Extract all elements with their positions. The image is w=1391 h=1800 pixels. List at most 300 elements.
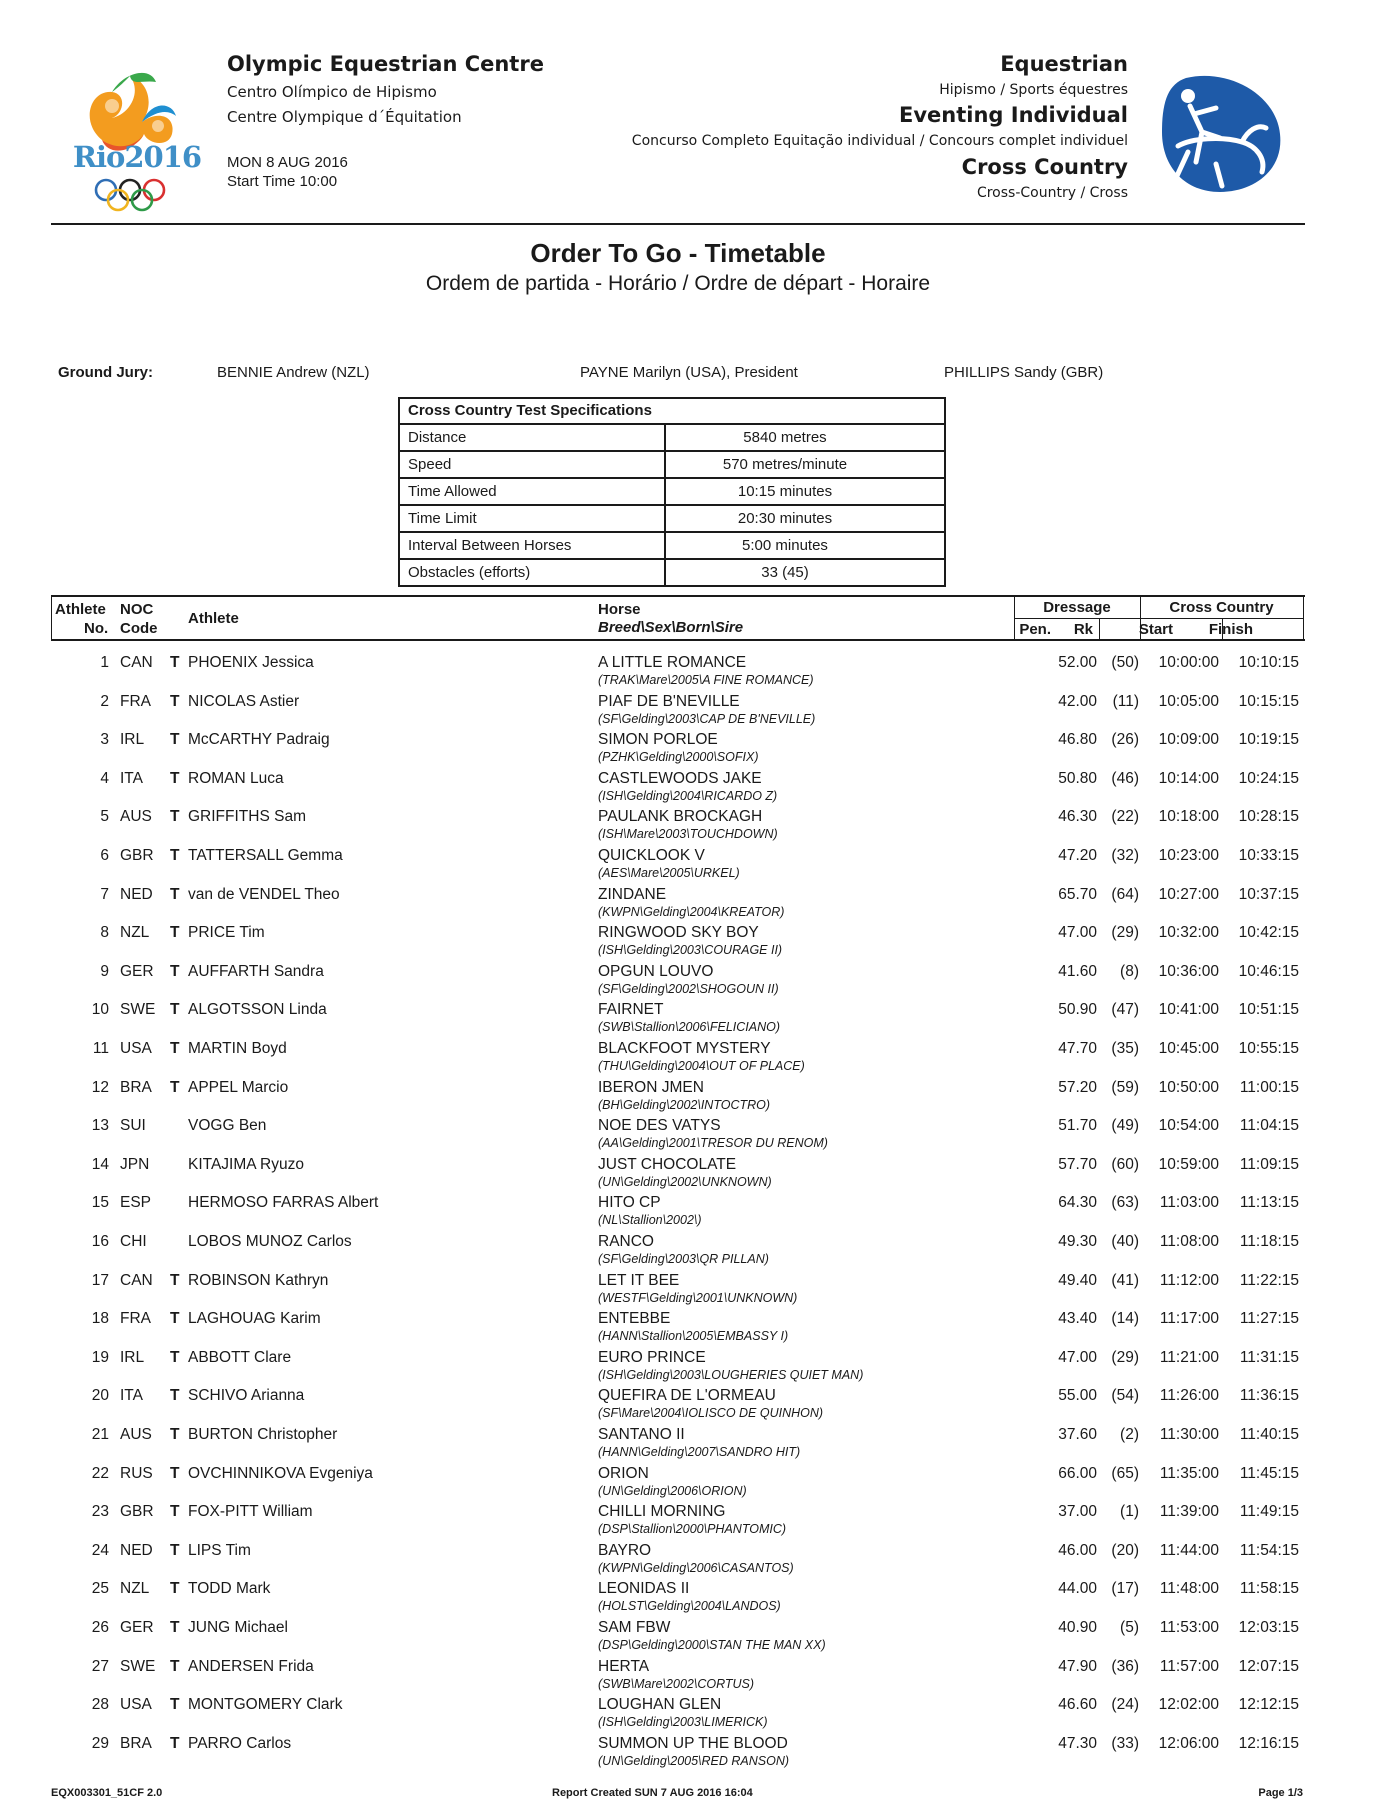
table-row (0, 1349, 1391, 1387)
start-time: 10:59:00 (1158, 1155, 1219, 1173)
horse-breed: (PZHK\Gelding\2000\SOFIX) (598, 750, 759, 765)
finish-time: 12:16:15 (1238, 1734, 1299, 1752)
col-noc: NOC (120, 601, 154, 618)
horse-breed: (ISH\Gelding\2003\COURAGE II) (598, 943, 783, 958)
horse-rider-icon (1158, 68, 1282, 196)
athlete-name: PHOENIX Jessica (188, 654, 314, 671)
header-rule (51, 223, 1305, 225)
athlete-no: 8 (100, 924, 109, 942)
start-time: 10:36:00 (1158, 962, 1219, 980)
noc-code: NZL (120, 924, 150, 942)
start-time: 11:21:00 (1159, 1348, 1219, 1366)
horse-breed: (BH\Gelding\2002\INTOCTRO) (598, 1097, 771, 1112)
athlete-no: 11 (92, 1040, 109, 1057)
start-time: 11:03:00 (1159, 1194, 1219, 1212)
col-athlete: Athlete (188, 610, 239, 627)
horse-name: IBERON JMEN (598, 1078, 704, 1096)
col-pen: Pen. (1019, 621, 1051, 638)
team-marker: T (170, 1464, 180, 1482)
team-marker: T (170, 1271, 180, 1289)
horse-name: PIAF DE B'NEVILLE (598, 692, 740, 710)
horse-name: HERTA (598, 1657, 650, 1675)
dressage-penalty: 46.80 (1058, 731, 1097, 749)
col-athlete-no: Athlete (55, 601, 106, 618)
team-marker: T (170, 1310, 180, 1328)
start-time: 11:53:00 (1159, 1619, 1219, 1636)
athlete-name: ANDERSEN Frida (188, 1657, 314, 1675)
phase-title: Cross Country (961, 155, 1128, 179)
athlete-no: 18 (91, 1310, 109, 1328)
dressage-rank: (41) (1111, 1271, 1139, 1289)
table-row (0, 1465, 1391, 1503)
team-marker: T (170, 1580, 180, 1598)
horse-name: SANTANO II (598, 1426, 685, 1443)
team-marker: T (170, 654, 180, 671)
noc-code: ESP (120, 1194, 152, 1212)
horse-breed: (SWB\Stallion\2006\FELICIANO) (598, 1020, 781, 1035)
athlete-name: GRIFFITHS Sam (188, 808, 306, 826)
athlete-no: 9 (100, 962, 109, 980)
dressage-penalty: 50.90 (1058, 1001, 1097, 1019)
spec-label: Speed (400, 452, 666, 477)
noc-code: CHI (120, 1233, 147, 1250)
table-row (0, 1387, 1391, 1425)
team-marker: T (170, 1348, 180, 1366)
noc-code: AUS (120, 808, 152, 826)
team-marker: T (170, 1078, 180, 1096)
athlete-name: ABBOTT Clare (188, 1348, 292, 1366)
dressage-rank: (22) (1111, 808, 1139, 826)
dressage-rank: (64) (1111, 885, 1139, 903)
noc-code: AUS (120, 1426, 152, 1443)
spec-row (400, 425, 944, 452)
finish-time: 12:12:15 (1238, 1696, 1299, 1714)
logo-wordmark: Rio2016 (72, 140, 202, 174)
jury-member: BENNIE Andrew (NZL) (217, 364, 370, 381)
col-athlete-no-sub: No. (84, 620, 109, 637)
noc-code: BRA (120, 1078, 152, 1096)
col-rk: Rk (1073, 621, 1093, 638)
athlete-name: JUNG Michael (188, 1619, 288, 1636)
athlete-name: KITAJIMA Ryuzo (188, 1155, 304, 1173)
spec-row (400, 560, 944, 585)
athlete-no: 19 (91, 1348, 109, 1366)
col-horse: Horse (598, 601, 641, 618)
horse-breed: (ISH\Gelding\2003\LIMERICK) (598, 1715, 768, 1730)
athlete-no: 5 (100, 808, 109, 826)
team-marker: T (170, 1001, 180, 1019)
dressage-rank: (60) (1111, 1155, 1139, 1173)
athlete-no: 27 (91, 1657, 109, 1675)
team-marker: T (170, 924, 180, 942)
noc-code: GBR (120, 1503, 154, 1521)
venue-name-fr: Centre Olympique d´Équitation (227, 108, 462, 126)
noc-code: SUI (120, 1117, 146, 1135)
results-table-header (51, 595, 1305, 641)
athlete-no: 10 (91, 1001, 109, 1019)
dressage-penalty: 40.90 (1058, 1619, 1097, 1636)
spec-row (400, 452, 944, 479)
athlete-no: 1 (100, 654, 109, 671)
dressage-rank: (11) (1112, 692, 1139, 710)
finish-time: 11:49:15 (1239, 1503, 1299, 1521)
noc-code: RUS (120, 1464, 153, 1482)
athlete-no: 15 (91, 1194, 109, 1212)
table-row (0, 1619, 1391, 1657)
table-row (0, 1542, 1391, 1580)
start-time: Start Time 10:00 (227, 173, 338, 190)
athlete-name: TODD Mark (188, 1580, 271, 1598)
athlete-no: 14 (91, 1155, 109, 1173)
horse-name: ORION (598, 1464, 649, 1482)
start-time: 11:44:00 (1159, 1541, 1219, 1559)
dressage-rank: (49) (1111, 1117, 1139, 1135)
start-time: 11:26:00 (1159, 1387, 1219, 1405)
finish-time: 10:19:15 (1238, 731, 1299, 749)
horse-name: BLACKFOOT MYSTERY (598, 1040, 771, 1057)
team-marker: T (170, 1657, 180, 1675)
team-marker: T (170, 847, 180, 864)
specifications-title: Cross Country Test Specifications (400, 399, 944, 425)
spec-value: 570 metres/minute (722, 456, 848, 473)
dressage-penalty: 41.60 (1058, 962, 1097, 980)
horse-breed: (SF\Gelding\2003\QR PILLAN) (598, 1252, 769, 1266)
athlete-no: 24 (91, 1541, 109, 1559)
team-marker: T (170, 1426, 180, 1443)
team-marker: T (170, 1696, 180, 1714)
finish-time: 11:09:15 (1239, 1155, 1299, 1173)
col-dressage: Dressage (1043, 599, 1111, 616)
dressage-rank: (24) (1111, 1696, 1139, 1714)
dressage-rank: (65) (1111, 1464, 1139, 1482)
table-row (0, 1194, 1391, 1232)
finish-time: 10:28:15 (1238, 808, 1299, 826)
athlete-name: PARRO Carlos (188, 1734, 292, 1752)
dressage-rank: (54) (1111, 1387, 1139, 1405)
test-specifications-table (398, 397, 946, 587)
start-time: 12:02:00 (1158, 1696, 1219, 1714)
dressage-rank: (29) (1111, 924, 1139, 942)
phase-translations: Cross-Country / Cross (976, 185, 1128, 201)
horse-name: PAULANK BROCKAGH (598, 808, 763, 826)
noc-code: CAN (120, 1271, 153, 1289)
dressage-penalty: 44.00 (1058, 1580, 1097, 1598)
athlete-name: LAGHOUAG Karim (188, 1310, 321, 1328)
athlete-no: 3 (100, 731, 109, 749)
start-time: 10:54:00 (1158, 1117, 1219, 1135)
table-row (0, 1001, 1391, 1039)
noc-code: NED (120, 885, 153, 903)
horse-name: LET IT BEE (598, 1271, 680, 1289)
horse-breed: (AA\Gelding\2001\TRESOR DU RENOM) (598, 1136, 828, 1151)
finish-time: 10:46:15 (1238, 962, 1299, 980)
start-time: 10:14:00 (1158, 769, 1219, 787)
horse-name: LEONIDAS II (598, 1580, 690, 1598)
start-time: 11:17:00 (1159, 1310, 1219, 1328)
dressage-rank: (40) (1111, 1233, 1139, 1250)
horse-name: A LITTLE ROMANCE (598, 654, 747, 671)
table-row (0, 770, 1391, 808)
athlete-name: APPEL Marcio (188, 1078, 289, 1096)
dressage-rank: (17) (1111, 1580, 1139, 1598)
table-row (0, 1156, 1391, 1194)
athlete-no: 20 (91, 1387, 109, 1405)
horse-name: SUMMON UP THE BLOOD (598, 1734, 788, 1752)
noc-code: BRA (120, 1734, 152, 1752)
start-time: 10:18:00 (1158, 808, 1219, 826)
dressage-penalty: 49.40 (1058, 1271, 1097, 1289)
horse-breed: (HANN\Stallion\2005\EMBASSY I) (598, 1329, 789, 1344)
dressage-penalty: 52.00 (1058, 654, 1097, 671)
dressage-penalty: 46.30 (1058, 808, 1097, 826)
start-time: 10:09:00 (1158, 731, 1219, 749)
horse-breed: (DSP\Gelding\2000\STAN THE MAN XX) (598, 1638, 826, 1652)
horse-breed: (ISH\Gelding\2004\RICARDO Z) (598, 788, 778, 803)
dressage-penalty: 47.90 (1058, 1657, 1097, 1675)
noc-code: GER (120, 1619, 154, 1636)
horse-name: CASTLEWOODS JAKE (598, 769, 762, 787)
table-row (0, 1040, 1391, 1078)
col-cross-country: Cross Country (1169, 599, 1274, 616)
team-marker: T (170, 808, 180, 826)
horse-name: QUICKLOOK V (598, 847, 705, 864)
table-row (0, 693, 1391, 731)
dressage-penalty: 55.00 (1058, 1387, 1097, 1405)
event-date: MON 8 AUG 2016 (227, 154, 348, 171)
noc-code: JPN (120, 1155, 150, 1173)
team-marker: T (170, 769, 180, 787)
noc-code: GER (120, 962, 154, 980)
athlete-name: MARTIN Boyd (188, 1040, 287, 1057)
athlete-name: OVCHINNIKOVA Evgeniya (188, 1464, 373, 1482)
table-row (0, 1079, 1391, 1117)
horse-name: LOUGHAN GLEN (598, 1696, 722, 1714)
horse-name: SAM FBW (598, 1619, 671, 1636)
horse-breed: (ISH\Gelding\2003\LOUGHERIES QUIET MAN) (598, 1367, 864, 1382)
horse-name: QUEFIRA DE L'ORMEAU (598, 1387, 776, 1405)
dressage-rank: (20) (1111, 1541, 1139, 1559)
horse-breed: (TRAK\Mare\2005\A FINE ROMANCE) (598, 673, 814, 687)
noc-code: ITA (120, 1387, 143, 1405)
spec-value: 5:00 minutes (742, 537, 828, 554)
page-number: Page 1/3 (1258, 1787, 1303, 1799)
team-marker: T (170, 1734, 180, 1752)
finish-time: 11:54:15 (1239, 1541, 1299, 1559)
athlete-name: ALGOTSSON Linda (188, 1001, 327, 1019)
athlete-name: van de VENDEL Theo (188, 885, 340, 903)
finish-time: 10:51:15 (1238, 1001, 1299, 1019)
dressage-rank: (5) (1120, 1619, 1139, 1636)
noc-code: GBR (120, 847, 154, 864)
horse-breed: (KWPN\Gelding\2006\CASANTOS) (598, 1560, 794, 1575)
dressage-rank: (2) (1120, 1426, 1139, 1443)
jury-member: PHILLIPS Sandy (GBR) (944, 364, 1104, 381)
team-marker: T (170, 692, 180, 710)
noc-code: IRL (120, 1348, 145, 1366)
venue-title: Olympic Equestrian Centre (227, 52, 544, 76)
table-row (0, 1233, 1391, 1271)
table-row (0, 1696, 1391, 1734)
table-row (0, 1580, 1391, 1618)
horse-breed: (SWB\Mare\2002\CORTUS) (598, 1676, 755, 1691)
finish-time: 10:33:15 (1238, 847, 1299, 864)
dressage-penalty: 42.00 (1058, 692, 1097, 710)
athlete-name: VOGG Ben (188, 1117, 267, 1135)
dressage-penalty: 37.00 (1058, 1503, 1097, 1521)
finish-time: 10:10:15 (1238, 654, 1299, 671)
horse-name: ZINDANE (598, 885, 667, 903)
finish-time: 12:07:15 (1238, 1657, 1299, 1675)
horse-breed: (SF\Mare\2004\IOLISCO DE QUINHON) (598, 1406, 824, 1421)
athlete-no: 25 (91, 1580, 109, 1598)
finish-time: 11:58:15 (1239, 1580, 1299, 1598)
dressage-penalty: 64.30 (1058, 1194, 1097, 1212)
event-title: Eventing Individual (899, 103, 1128, 127)
dressage-rank: (35) (1111, 1040, 1139, 1057)
dressage-penalty: 47.00 (1058, 1348, 1097, 1366)
event-translations: Concurso Completo Equitação individual / Concours complet individuel (631, 133, 1128, 149)
athlete-name: HERMOSO FARRAS Albert (188, 1194, 379, 1212)
spec-row (400, 506, 944, 533)
rio2016-logo-graphic (72, 52, 202, 212)
start-time: 10:32:00 (1158, 924, 1219, 942)
start-time: 10:23:00 (1158, 847, 1219, 864)
horse-breed: (UN\Gelding\2006\ORION) (598, 1483, 747, 1498)
table-row (0, 731, 1391, 769)
spec-label: Time Limit (400, 506, 666, 531)
finish-time: 11:22:15 (1239, 1271, 1299, 1289)
athlete-no: 17 (91, 1271, 109, 1289)
noc-code: CAN (120, 654, 153, 671)
finish-time: 11:36:15 (1239, 1387, 1299, 1405)
horse-breed: (WESTF\Gelding\2001\UNKNOWN) (598, 1290, 798, 1305)
finish-time: 12:03:15 (1238, 1619, 1299, 1636)
start-time: 11:08:00 (1159, 1233, 1219, 1250)
spec-label: Obstacles (efforts) (400, 560, 666, 585)
athlete-name: ROBINSON Kathryn (188, 1271, 329, 1289)
table-row (0, 886, 1391, 924)
team-marker: T (170, 962, 180, 980)
table-row (0, 654, 1391, 692)
spec-row (400, 533, 944, 560)
dressage-penalty: 37.60 (1058, 1426, 1097, 1443)
dressage-penalty: 47.30 (1058, 1734, 1097, 1752)
start-time: 10:50:00 (1158, 1078, 1219, 1096)
dressage-rank: (33) (1111, 1734, 1139, 1752)
table-row (0, 924, 1391, 962)
dressage-penalty: 43.40 (1058, 1310, 1097, 1328)
horse-breed: (NL\Stallion\2002\) (598, 1213, 702, 1228)
finish-time: 11:40:15 (1239, 1426, 1299, 1443)
dressage-rank: (29) (1111, 1348, 1139, 1366)
eventing-pictogram (1158, 68, 1282, 196)
report-created: Report Created SUN 7 AUG 2016 16:04 (552, 1787, 753, 1799)
noc-code: NZL (120, 1580, 150, 1598)
spec-value: 5840 metres (743, 429, 827, 446)
athlete-no: 7 (100, 885, 109, 903)
dressage-penalty: 65.70 (1058, 885, 1097, 903)
horse-breed: (ISH\Mare\2003\TOUCHDOWN) (598, 827, 778, 842)
finish-time: 11:45:15 (1239, 1464, 1299, 1482)
spec-value: 20:30 minutes (737, 510, 833, 527)
jury-member: PAYNE Marilyn (USA), President (580, 364, 798, 381)
start-time: 10:45:00 (1158, 1040, 1219, 1057)
finish-time: 11:04:15 (1239, 1117, 1299, 1135)
dressage-rank: (59) (1111, 1078, 1139, 1096)
horse-name: ENTEBBE (598, 1310, 671, 1328)
table-row (0, 1735, 1391, 1773)
dressage-penalty: 47.20 (1058, 847, 1097, 864)
noc-code: FRA (120, 692, 151, 710)
horse-name: HITO CP (598, 1194, 661, 1212)
athlete-no: 22 (91, 1464, 109, 1482)
dressage-rank: (47) (1111, 1001, 1139, 1019)
athlete-name: TATTERSALL Gemma (188, 847, 343, 864)
document-subtitle: Ordem de partida - Horário / Ordre de départ - Horaire (425, 272, 931, 295)
dressage-penalty: 51.70 (1058, 1117, 1097, 1135)
noc-code: FRA (120, 1310, 151, 1328)
horse-name: FAIRNET (598, 1001, 664, 1019)
horse-name: RANCO (598, 1233, 654, 1250)
table-row (0, 1117, 1391, 1155)
finish-time: 11:13:15 (1239, 1194, 1299, 1212)
horse-breed: (THU\Gelding\2004\OUT OF PLACE) (598, 1059, 805, 1073)
finish-time: 10:55:15 (1238, 1040, 1299, 1057)
athlete-name: AUFFARTH Sandra (188, 962, 324, 980)
finish-time: 11:00:15 (1239, 1078, 1299, 1096)
start-time: 10:05:00 (1158, 692, 1219, 710)
finish-time: 10:37:15 (1238, 885, 1299, 903)
athlete-name: LOBOS MUNOZ Carlos (188, 1233, 352, 1250)
rio2016-logo (72, 52, 202, 212)
horse-name: RINGWOOD SKY BOY (598, 924, 759, 942)
athlete-name: NICOLAS Astier (188, 692, 300, 710)
document-title: Order To Go - Timetable (530, 238, 826, 268)
athlete-name: MONTGOMERY Clark (188, 1696, 343, 1714)
athlete-name: BURTON Christopher (188, 1426, 338, 1443)
spec-label: Distance (400, 425, 666, 450)
table-row (0, 1503, 1391, 1541)
athlete-name: PRICE Tim (188, 924, 265, 942)
horse-name: SIMON PORLOE (598, 731, 718, 749)
horse-breed: (DSP\Stallion\2000\PHANTOMIC) (598, 1522, 787, 1537)
finish-time: 11:31:15 (1239, 1348, 1299, 1366)
col-horse-sub: Breed\Sex\Born\Sire (598, 619, 744, 636)
dressage-rank: (8) (1120, 962, 1139, 980)
finish-time: 10:42:15 (1238, 924, 1299, 942)
table-row (0, 1310, 1391, 1348)
athlete-name: SCHIVO Arianna (188, 1387, 305, 1405)
col-noc-sub: Code (120, 620, 158, 637)
sport-translations: Hipismo / Sports équestres (939, 82, 1128, 98)
finish-time: 11:18:15 (1239, 1233, 1299, 1250)
noc-code: IRL (120, 731, 145, 749)
spec-label: Time Allowed (400, 479, 666, 504)
athlete-no: 2 (100, 692, 109, 710)
horse-name: OPGUN LOUVO (598, 962, 714, 980)
athlete-no: 6 (100, 847, 109, 864)
dressage-penalty: 66.00 (1058, 1464, 1097, 1482)
dressage-penalty: 50.80 (1058, 769, 1097, 787)
dressage-penalty: 57.70 (1058, 1155, 1097, 1173)
athlete-no: 21 (91, 1426, 109, 1443)
finish-time: 10:24:15 (1238, 769, 1299, 787)
horse-breed: (UN\Gelding\2005\RED RANSON) (598, 1753, 790, 1768)
start-time: 10:00:00 (1158, 654, 1219, 671)
dressage-penalty: 47.70 (1058, 1040, 1097, 1057)
horse-breed: (UN\Gelding\2002\UNKNOWN) (598, 1174, 772, 1189)
dressage-penalty: 47.00 (1058, 924, 1097, 942)
